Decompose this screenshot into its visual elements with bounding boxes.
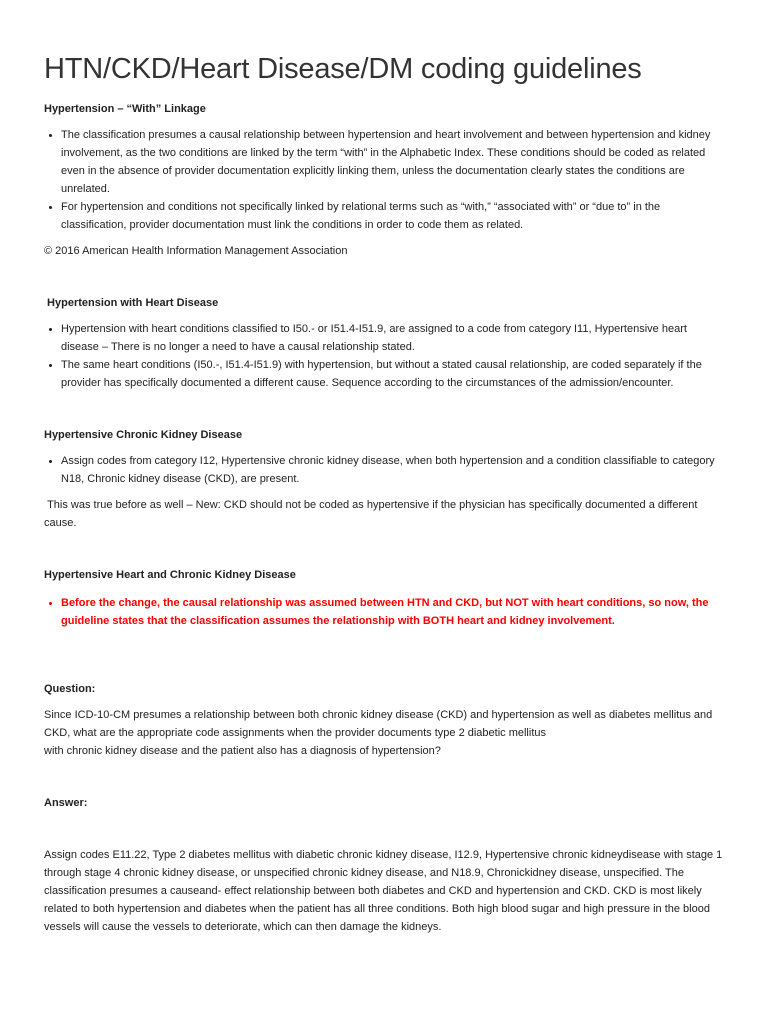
- section-heading: Hypertensive Chronic Kidney Disease: [44, 429, 243, 441]
- section-heart-disease: [44, 294, 724, 392]
- list-item-emphasis: • Before the change, the causal relationship was assumed between HTN and CKD, but NOT with heart conditions, so now, the guideline states that the classification assumes the relationship with BOTH heart and kidney involvement.: [61, 594, 724, 630]
- bullet-list: [44, 126, 724, 234]
- question-block: [44, 680, 724, 760]
- answer-text: Assign codes E11.22, Type 2 diabetes mellitus with diabetic chronic kidney disease, I12.9, Hypertensive chronic kidneydisease with stage 1 through stage 4 chronic kidney disease, or unspecified chronic kidney disease, and N18.9, Chronickidney disease, unspecified. The classification presumes a causeand- effect relationship between both diabetes and CKD and hypertension and CKD. CKD is most likely related to both hypertension and diabetes when the patient has all three conditions. Both high blood sugar and high pressure in the blood vessels will cause the vessels to deteriorate, which can then damage the kidneys.: [44, 849, 723, 933]
- list-item: • For hypertension and conditions not specifically linked by relational terms such as “with,” “associated with” or “due to” in the classification, provider documentation must link the conditions in order to code them as related.: [61, 198, 724, 234]
- document-page: [44, 50, 724, 936]
- bullet-list: [44, 594, 724, 630]
- list-item: • Assign codes from category I12, Hypertensive chronic kidney disease, when both hypertension and a condition classifiable to category N18, Chronic kidney disease (CKD), are present.: [61, 452, 724, 488]
- copyright-text: © 2016 American Health Information Management Association: [44, 245, 348, 257]
- section-with-linkage: [44, 100, 724, 260]
- list-item: • The same heart conditions (I50.-, I51.4-I51.9) with hypertension, but without a stated causal relationship, are coded separately if the provider has specifically documented a different cause. Sequence according to the circumstances of the admission/encounter.: [61, 356, 724, 392]
- section-heading: Hypertension – “With” Linkage: [44, 103, 206, 115]
- question-text: Since ICD-10-CM presumes a relationship between both chronic kidney disease (CKD) and hypertension as well as diabetes mellitus and CKD, what are the appropriate code assignments when the provider documents type 2 diabetic mellitus: [44, 709, 713, 739]
- section-chronic-kidney: [44, 426, 724, 532]
- section-heading: Hypertension with Heart Disease: [44, 297, 219, 309]
- answer-heading: Answer:: [44, 797, 88, 809]
- bullet-list: [44, 320, 724, 392]
- note-text: This was true before as well – New: CKD should not be coded as hypertensive if the physician has specifically documented a different cause.: [44, 499, 701, 529]
- question-text-continued: with chronic kidney disease and the patient also has a diagnosis of hypertension?: [44, 745, 441, 757]
- list-item: • The classification presumes a causal relationship between hypertension and heart involvement and between hypertension and kidney involvement, as the two conditions are linked by the term “with” in the Alphabetic Index. These conditions should be coded as related even in the absence of provider documentation explicitly linking them, unless the documentation clearly states the conditions are unrelated.: [61, 126, 724, 198]
- page-title: HTN/CKD/Heart Disease/DM coding guidelines: [44, 53, 642, 85]
- answer-block: [44, 794, 724, 936]
- bullet-list: [44, 452, 724, 488]
- list-item: • Hypertension with heart conditions classified to I50.- or I51.4-I51.9, are assigned to a code from category I11, Hypertensive heart disease – There is no longer a need to have a causal relationship stated.: [61, 320, 724, 356]
- question-heading: Question:: [44, 683, 96, 695]
- section-heading: Hypertensive Heart and Chronic Kidney Disease: [44, 569, 296, 581]
- section-heart-and-kidney: [44, 566, 724, 630]
